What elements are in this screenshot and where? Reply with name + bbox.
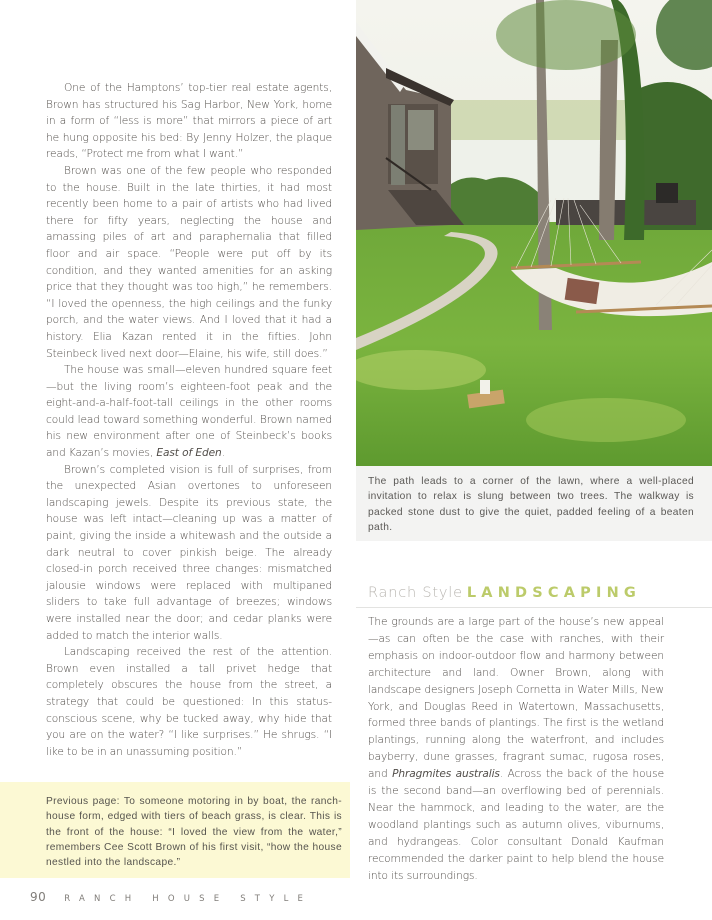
article-paragraph: Landscaping received the rest of the attention. Brown even installed a tall privet hedge that completely obscures the house from the street, a strategy that could be questioned: In this status-conscious scene, why be tucked away, why hide that you are on the water? “I like surprises.” He shrugs. “I like to be in an unassuming position.” — [46, 646, 332, 758]
paragraph-text: The house was small—eleven hundred square feet—but the living room’s eighteen-foot peak and the eight-and-a-half-foot-tall ceilings in the other rooms could lead toward something wonderful. Brown named his new environment after one of Steinbeck’s books and Kazan’s movies, — [46, 364, 332, 460]
article-paragraph — [46, 362, 332, 462]
italic-title: East of Eden — [156, 447, 222, 460]
section-paragraph — [368, 614, 664, 885]
page-footer — [30, 886, 312, 905]
italic-species: Phragmites australis — [392, 768, 500, 781]
article-paragraph: Brown’s completed vision is full of surprises, from the unexpected Asian overtones to unforeseen landscaping jewels. Despite its previous state, the house was left intact—cleaning up was a matter of paint, giving the inside a whitewash and the outside a dark neutral to cover pinkish beige. The already closed-in porch received three changes: mismatched jalousie windows were replaced with multipaned sliders to take full advantage of breezes; windows were installed near the door; and cedar planks were added to match the interior walls. — [46, 463, 332, 642]
section-divider — [356, 607, 712, 608]
page-number: 90 — [30, 890, 47, 904]
section-heading-strong: LANDSCAPING — [466, 585, 642, 601]
previous-page-caption — [0, 782, 350, 878]
running-head: RANCH HOUSE STYLE — [64, 894, 313, 904]
section-heading — [368, 582, 641, 601]
paragraph-text: . — [221, 447, 225, 460]
section-heading-light: Ranch Style — [368, 585, 463, 601]
sun-patch — [526, 398, 686, 442]
paragraph-text: The grounds are a large part of the house’s new appeal—as can often be the case with ranches, with their emphasis on indoor-outdoor flow and harmony between architecture and land. Owner Brown, along with landscape designers Joseph Cornetta in Water Mills, New York, and Douglas Reed in Watertown, Massachusetts, formed three bands of plantings. The first is the wetland plantings, running along the waterfront, and includes bayberry, dune grasses, fragrant sumac, rugosa roses, and — [368, 616, 664, 781]
article-paragraph: One of the Hamptons’ top-tier real estate agents, Brown has structured his Sag Harbor, New York, home in a form of “less is more” that mirrors a piece of art he hung opposite his bed: By Jenny Holzer, the plaque reads, “Protect me from what I want.” — [46, 82, 332, 161]
photo-caption — [356, 466, 712, 541]
section-body — [368, 614, 664, 885]
garden-hammock-photo — [356, 0, 712, 466]
article-body — [46, 80, 332, 760]
photo-caption-text: The path leads to a corner of the lawn, where a well-placed invitation to relax is slung between two trees. The walkway is packed stone dust to give the quiet, padded feeling of a beaten path. — [368, 476, 694, 533]
paragraph-text: . Across the back of the house is the second band—an overflowing bed of perennials. Near the hammock, and leading to the water, are the woodland plantings such as autumn olives, viburnums, and hydrangeas. Color consultant Donald Kaufman recommended the darker paint to help blend the house into its surroundings. — [368, 768, 664, 882]
article-paragraph: Brown was one of the few people who responded to the house. Built in the late thirties, it had most recently been home to a pair of artists who had lived there for fifty years, neglecting the house and amassing piles of art and paraphernalia that filled floor and air space. “People were put off by its condition, and they wanted amenities for an asking price that they thought was too high,” he remembers. “I loved the openness, the high ceilings and the funky porch, and the water views. And I loved that it had a history. Elia Kazan rented it in the fifties. John Steinbeck lived next door—Elaine, his wife, still does.” — [46, 164, 332, 360]
previous-page-caption-text: Previous page: To someone motoring in by boat, the ranch-house form, edged with tiers of beach grass, is clear. This is the front of the house: “I loved the view from the water,” remembers Cee Scott Brown of his first visit, “how the house nestled into the landscape.” — [46, 796, 342, 869]
photo-illustration — [356, 0, 712, 466]
